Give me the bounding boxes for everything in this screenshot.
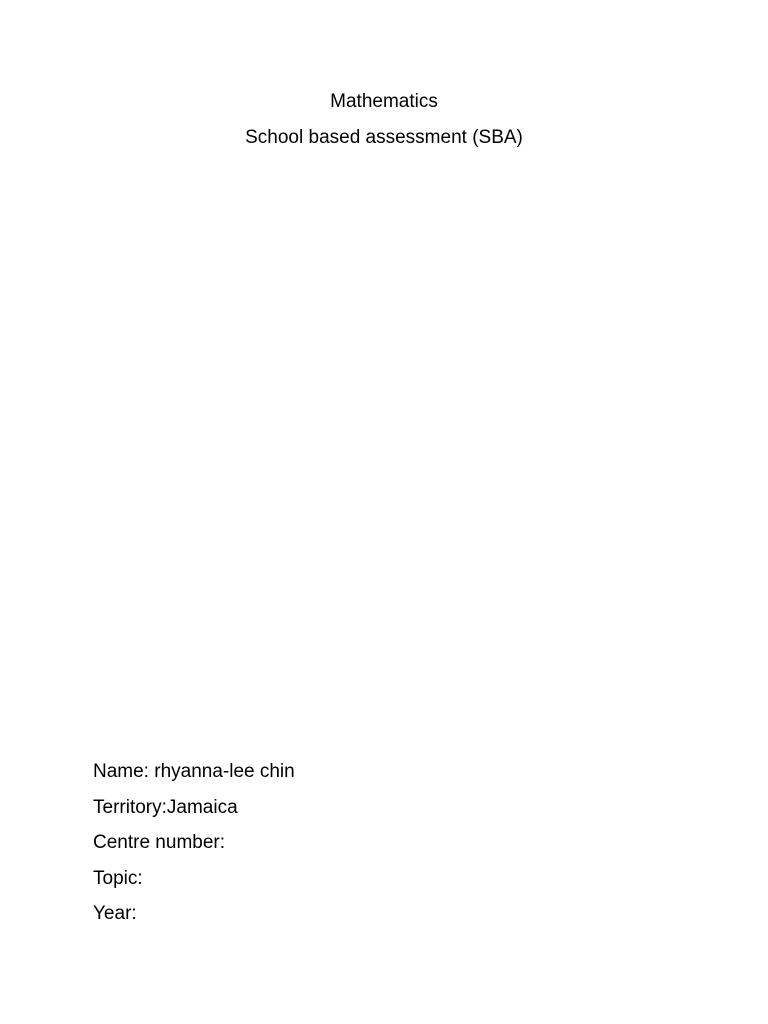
assessment-subtitle: School based assessment (SBA) <box>245 127 523 148</box>
topic-line: Topic: <box>93 867 143 889</box>
year-line: Year: <box>93 903 137 924</box>
subject-title: Mathematics <box>330 91 438 112</box>
centre-number-line: Centre number: <box>93 832 226 853</box>
territory-line: Territory:Jamaica <box>93 796 238 818</box>
student-name-line: Name: rhyanna-lee chin <box>93 761 295 782</box>
student-details <box>93 754 693 932</box>
title-block <box>0 84 768 156</box>
